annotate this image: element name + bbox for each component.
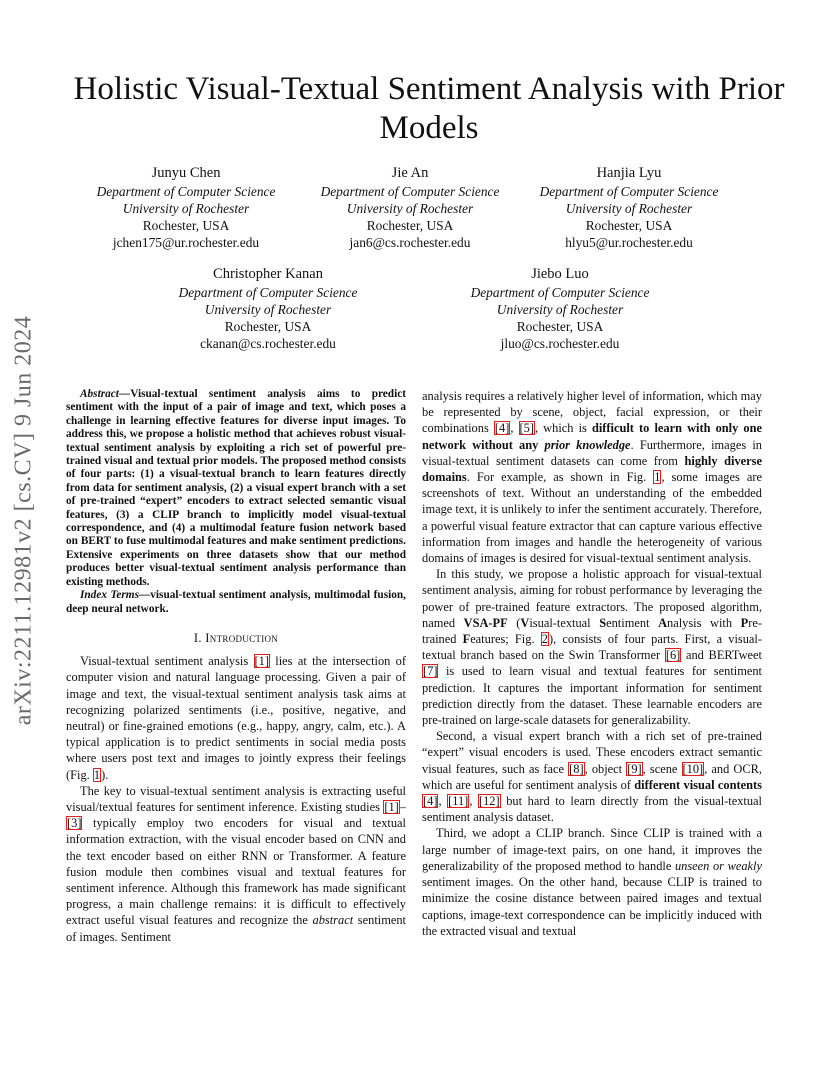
index-terms-text: —visual-textual sentiment analysis, multimodal fusion, deep neural network. bbox=[66, 589, 406, 615]
author-location: Rochester, USA bbox=[366, 218, 454, 233]
author-block bbox=[445, 264, 675, 352]
author-dept: Department of Computer Science bbox=[320, 184, 500, 199]
author-block bbox=[153, 264, 383, 352]
author-univ: University of Rochester bbox=[122, 201, 250, 216]
paragraph: Visual-textual sentiment analysis [1] lies at the intersection of computer vision and natural language processing. Given a pair of image and text, the visual-textual sentiment analysis task aims at recognizing polarized sentiments (i.e., positive, negative, and neutral) or fine-grained emotions (e.g., happy, angry, calm, etc.). A typical application is to predict sentiments in social media posts where users post text and images to jointly express their feelings (Fig. 1). bbox=[66, 654, 406, 782]
author-dept: Department of Computer Science bbox=[178, 285, 358, 300]
paragraph: The key to visual-textual sentiment analysis is extracting useful visual/textual features for sentiment inference. Existing studies [1]–[3] typically employ two encoders for visual and textual information extraction, with the visual encoder based on CNN and the text encoder based on either RNN or Transformer. A feature fusion module then combines visual and textual features for sentiment inference. Although this framework has made significant progress, a main challenge remains: it is difficult to effectively extract useful visual features and recognize the abstract sentiment of images. Sentiment bbox=[66, 783, 406, 944]
author-name: Christopher Kanan bbox=[213, 266, 323, 282]
author-dept: Department of Computer Science bbox=[96, 184, 276, 199]
author-univ: University of Rochester bbox=[565, 201, 693, 216]
author-email[interactable]: jchen175@ur.rochester.edu bbox=[112, 235, 260, 250]
author-univ: University of Rochester bbox=[496, 302, 624, 317]
index-terms-label: Index Terms bbox=[80, 589, 139, 602]
author-location: Rochester, USA bbox=[585, 218, 673, 233]
author-email[interactable]: jan6@cs.rochester.edu bbox=[349, 235, 471, 250]
paragraph: Second, a visual expert branch with a rich set of pre-trained “expert” visual encoders is used. These encoders extract semantic visual features, such as face [8], object [9], scene [10], and OCR, which are useful for sentiment analysis of different visual contents [4], [11], [12] but hard to learn directly from the visual-textual sentiment analysis dataset. bbox=[422, 729, 762, 825]
author-dept: Department of Computer Science bbox=[539, 184, 719, 199]
abstract-text: —Visual-textual sentiment analysis aims to predict sentiment with the input of a pair of image and text, which poses a challenge in learning effective features for diverse input images. To address this, we propose a holistic method that achieves robust visual-textual sentiment analysis by exploiting a rich set of powerful pre-trained visual and textual prior models. The proposed method consists of four parts: (1) a visual-textual branch to learn features directly from data for sentiment analysis, (2) a visual expert branch with a set of pre-trained “expert” encoders to extract selected semantic visual features, (3) a CLIP branch to implicitly model visual-textual correspondence, and (4) a multimodal feature fusion network based on BERT to fuse multimodal features and make sentiment predictions. Extensive experiments on three datasets show that our method produces better visual-textual sentiment analysis performance than existing methods. bbox=[66, 388, 406, 588]
left-column bbox=[66, 388, 406, 945]
author-block bbox=[514, 163, 744, 251]
author-name: Hanjia Lyu bbox=[596, 165, 662, 181]
author-block bbox=[71, 163, 301, 251]
paragraph: analysis requires a relatively higher level of information, which may be represented by scene, object, facial expression, or their combinations [4], [5], which is difficult to learn with only one network without any prior knowledge. Furthermore, images in visual-textual sentiment datasets can come from highly diverse domains. For example, as shown in Fig. 1, some images are screenshots of text. Without an understanding of the embedded image text, it is unlikely to infer the sentiment accurately. Therefore, a powerful visual feature extractor that can capture various effective information from images and handle the heterogeneity of various domains of images is desired for visual-textual sentiment analysis. bbox=[422, 389, 762, 566]
right-column bbox=[422, 388, 762, 939]
arxiv-stamp: arXiv:2211.12981v2 [cs.CV] 9 Jun 2024 bbox=[10, 315, 37, 725]
author-dept: Department of Computer Science bbox=[470, 285, 650, 300]
author-location: Rochester, USA bbox=[224, 319, 312, 334]
author-univ: University of Rochester bbox=[204, 302, 332, 317]
author-name: Junyu Chen bbox=[151, 165, 221, 181]
author-block bbox=[295, 163, 525, 251]
author-name: Jie An bbox=[391, 165, 429, 181]
author-univ: University of Rochester bbox=[346, 201, 474, 216]
author-location: Rochester, USA bbox=[142, 218, 230, 233]
paragraph: In this study, we propose a holistic approach for visual-textual sentiment analysis, aiming for robust performance by leveraging the power of pre-trained feature extractors. The proposed algorithm, named VSA-PF (Visual-textual Sentiment Analysis with Pre-trained Features; Fig. 2), consists of four parts. First, a visual-textual branch based on the Swin Transformer [6] and BERTweet [7] is used to learn visual and textual features for sentiment prediction. It captures the important information for sentiment prediction directly from the dataset. These learnable encoders are pre-trained on large-scale datasets for generalizability. bbox=[422, 567, 763, 728]
abstract-label: Abstract bbox=[80, 388, 119, 400]
author-email[interactable]: jluo@cs.rochester.edu bbox=[500, 336, 620, 351]
section-heading: I. Introduction bbox=[193, 630, 279, 645]
index-terms bbox=[66, 589, 406, 616]
paper-title: Holistic Visual-Textual Sentiment Analysis with Prior Models bbox=[73, 71, 785, 146]
author-name: Jiebo Luo bbox=[531, 266, 589, 282]
abstract bbox=[66, 388, 406, 589]
paragraph: Third, we adopt a CLIP branch. Since CLIP is trained with a large number of image-text pairs, on one hand, it improves the generalizability of the proposed method to handle unseen or weakly sentiment images. On the other hand, because CLIP is trained to minimize the cosine distance between paired images and textual captions, image-text correspondence can be implicitly induced with the extracted visual and textual bbox=[422, 826, 762, 938]
author-email[interactable]: hlyu5@ur.rochester.edu bbox=[565, 235, 693, 250]
author-location: Rochester, USA bbox=[516, 319, 604, 334]
author-email[interactable]: ckanan@cs.rochester.edu bbox=[200, 336, 336, 351]
